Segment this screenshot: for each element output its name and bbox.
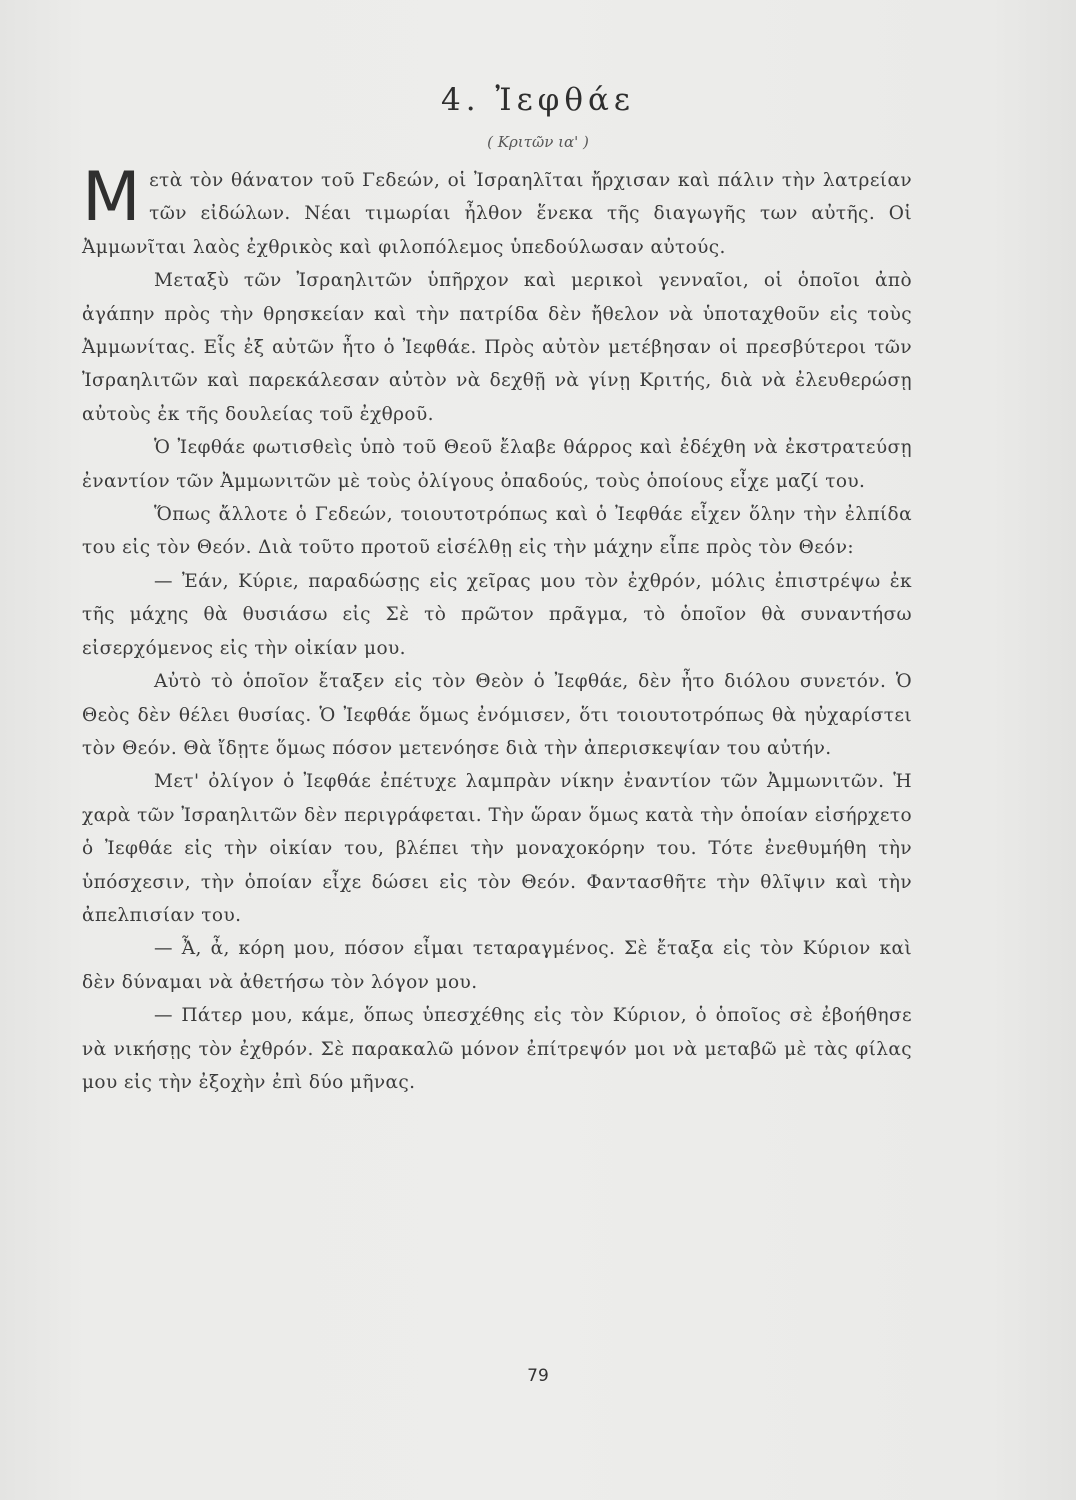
paragraph-3: Ὁ Ἰεφθάε φωτισθεὶς ὑπὸ τοῦ Θεοῦ ἔλαβε θάρρος καὶ ἐδέχθη νὰ ἐκστρατεύσῃ ἐναντίον τῶν Ἀμμωνιτῶν μὲ τοὺς ὀλίγους ὀπαδούς, τοὺς ὁποίους εἶχε μαζί του. [82,437,912,492]
paragraph-4: Ὅπως ἄλλοτε ὁ Γεδεών, τοιουτοτρόπως καὶ ὁ Ἰεφθάε εἶχεν ὅλην τὴν ἐλπίδα του εἰς τὸν Θεόν. Διὰ τοῦτο προτοῦ εἰσέλθῃ εἰς τὴν μάχην εἶπε πρὸς τὸν Θεόν: [82,504,912,559]
paragraph-8-dialogue: — Ἆ, ἆ, κόρη μου, πόσον εἶμαι τεταραγμένος. Σὲ ἔταξα εἰς τὸν Κύριον καὶ δὲν δύναμαι νὰ ἀθετήσω τὸν λόγον μου. [82,938,912,993]
paragraph-5-dialogue: — Ἐάν, Κύριε, παραδώσῃς εἰς χεῖρας μου τὸν ἐχθρόν, μόλις ἐπιστρέψω ἐκ τῆς μάχης θὰ θυσιάσω εἰς Σὲ τὸ πρῶτον πρᾶγμα, τὸ ὁποῖον θὰ συναντήσω εἰσερχόμενος εἰς τὴν οἰκίαν μου. [82,570,912,659]
paragraph-6: Αὐτὸ τὸ ὁποῖον ἔταξεν εἰς τὸν Θεὸν ὁ Ἰεφθάε, δὲν ἦτο διόλου συνετόν. Ὁ Θεὸς δὲν θέλει θυσίας. Ὁ Ἰεφθάε ὅμως ἐνόμισεν, ὅτι τοιουτοτρόπως θὰ ηὐχαρίστει τὸν Θεόν. Θὰ ἴδῃτε ὅμως πόσον μετενόησε διὰ τὴν ἀπερισκεψίαν του αὐτήν. [82,671,912,759]
chapter-reference: ( Κριτῶν ια' ) [487,133,589,151]
chapter-body [82,158,912,1099]
chapter-title: 4. Ἰεφθάε [440,82,635,118]
paragraph-7: Μετ' ὀλίγον ὁ Ἰεφθάε ἐπέτυχε λαμπρὰν νίκην ἐναντίον τῶν Ἀμμωνιτῶν. Ἡ χαρὰ τῶν Ἰσραηλιτῶν δὲν περιγράφεται. Τὴν ὥραν ὅμως κατὰ τὴν ὁποίαν εἰσήρχετο ὁ Ἰεφθάε εἰς τὴν οἰκίαν του, βλέπει τὴν μοναχοκόρην του. Τότε ἐνεθυμήθη τὴν ὑπόσχεσιν, τὴν ὁποίαν εἶχε δώσει εἰς τὸν Θεόν. Φαντασθῆτε τὴν θλῖψιν καὶ τὴν ἀπελπισίαν του. [82,771,912,926]
paragraph-9-dialogue: — Πάτερ μου, κάμε, ὅπως ὑπεσχέθης εἰς τὸν Κύριον, ὁ ὁποῖος σὲ ἐβοήθησε νὰ νικήσῃς τὸν ἐχθρόν. Σὲ παρακαλῶ μόνον ἐπίτρεψόν μοι νὰ μεταβῶ μὲ τὰς φίλας μου εἰς τὴν ἐξοχὴν ἐπὶ δύο μῆνας. [82,1005,912,1093]
paragraph-1 [82,158,912,264]
drop-cap: Μ [82,158,142,237]
paragraph-2: Μεταξὺ τῶν Ἰσραηλιτῶν ὑπῆρχον καὶ μερικοὶ γενναῖοι, οἱ ὁποῖοι ἀπὸ ἀγάπην πρὸς τὴν θρησκείαν καὶ τὴν πατρίδα δὲν ἤθελον νὰ ὑποταχθοῦν εἰς τοὺς Ἀμμωνίτας. Εἷς ἐξ αὐτῶν ἦτο ὁ Ἰεφθάε. Πρὸς αὐτὸν μετέβησαν οἱ πρεσβύτεροι τῶν Ἰσραηλιτῶν καὶ παρεκάλεσαν αὐτὸν νὰ δεχθῇ νὰ γίνῃ Κριτής, διὰ νὰ ἐλευθερώσῃ αὐτοὺς ἐκ τῆς δουλείας τοῦ ἐχθροῦ. [82,270,912,425]
page-number: 79 [527,1366,549,1386]
paragraph-1-text: ετὰ τὸν θάνατον τοῦ Γεδεών, οἱ Ἰσραηλῖται ἤρχισαν καὶ πάλιν τὴν λατρείαν τῶν εἰδώλων. Νέαι τιμωρίαι ἦλθον ἕνεκα τῆς διαγωγῆς των αὐτῆς. Οἱ Ἀμμωνῖται λαὸς ἐχθρικὸς καὶ φιλοπόλεμος ὑπεδούλωσαν αὐτούς. [82,170,912,258]
